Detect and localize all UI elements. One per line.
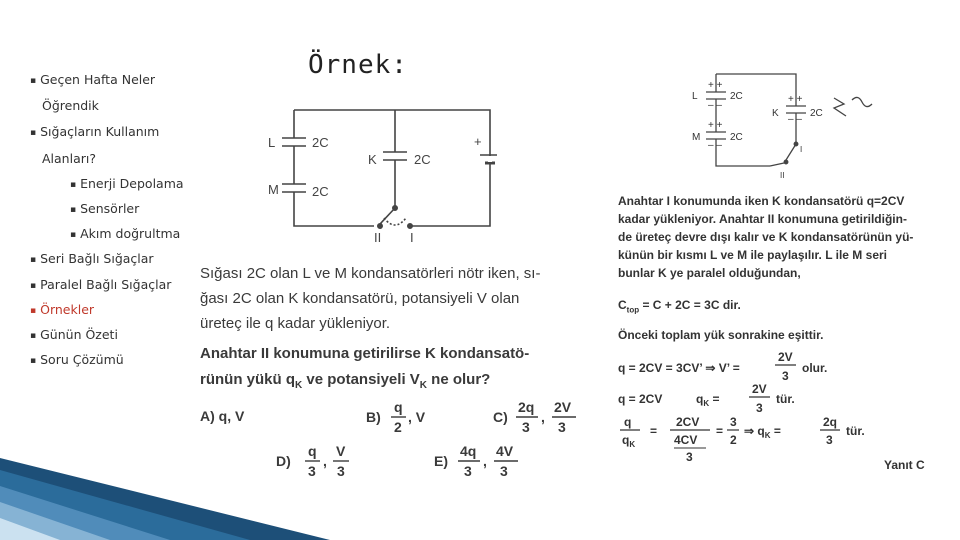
option-d-num1: q <box>308 443 317 459</box>
svg-text:=: = <box>716 424 724 438</box>
svg-text:=: = <box>650 424 658 438</box>
bullet-icon: ▪ <box>30 128 37 138</box>
solution-line: de üreteç devre dışı kalır ve K kondansatörünün yü- <box>618 230 914 244</box>
svg-text:qK: $q_K$ <box>622 433 636 449</box>
option-b-num: q <box>394 399 403 415</box>
menu-item: ▪ Sensörler <box>70 201 140 216</box>
label-M: M <box>268 182 279 197</box>
svg-text:,: , <box>541 409 545 425</box>
label-cap-L: 2C <box>312 135 329 150</box>
main-circuit-diagram <box>262 100 497 245</box>
svg-text:,: , <box>323 453 327 469</box>
option-e-label: E) <box>434 453 448 469</box>
solution-line: Önceki toplam yük sonrakine eşittir. <box>618 328 824 342</box>
option-a: A) q, V <box>200 408 245 424</box>
answer-label: Yanıt C <box>884 458 925 472</box>
option-b-den: 2 <box>394 419 402 435</box>
bullet-icon: ▪ <box>30 306 37 316</box>
svg-text:q = 2CV: q = 2CV <box>618 392 663 406</box>
question-line: üreteç ile q kadar yükleniyor. <box>200 315 391 332</box>
option-d-den2: 3 <box>337 463 345 479</box>
option-d-den1: 3 <box>308 463 316 479</box>
svg-text:qK =: $q_K$ = <box>696 392 720 408</box>
svg-text:2q: 2q <box>823 415 838 429</box>
svg-text:+ +: + + <box>708 120 723 131</box>
menu-item: ▪ Seri Bağlı Sığaçlar <box>30 251 154 266</box>
menu-item: ▪ Geçen Hafta Neler <box>30 72 156 87</box>
option-c-num1: 2q <box>518 399 535 415</box>
svg-text:olur.: olur. <box>802 361 828 375</box>
svg-text:2V: 2V <box>752 382 767 396</box>
solution-ctop: $C_{top} = C + 2C = 3C$ dir. <box>618 298 741 315</box>
solution-line: bunlar K ye paralel olduğundan, <box>618 266 801 280</box>
menu-item: Alanları? <box>42 151 96 166</box>
solution-line: kadar yükleniyor. Anahtar II konumuna getirildiğin- <box>618 212 907 226</box>
option-c-den2: 3 <box>558 419 566 435</box>
question-line: rünün yükü $q_K$ ve potansiyeli $V_K$ ne olur? <box>200 371 491 391</box>
svg-text:4CV: 4CV <box>674 433 698 447</box>
sol-label-c1: 2C <box>730 91 743 102</box>
option-c-num2: 2V <box>554 399 572 415</box>
bullet-icon: ▪ <box>70 180 77 190</box>
menu-item: ▪ Paralel Bağlı Sığaçlar <box>30 277 172 292</box>
menu-item: ▪ Akım doğrultma <box>70 226 181 241</box>
sol-label-II: II <box>780 171 785 180</box>
menu-item: Öğrendik <box>42 98 99 113</box>
label-pos-II: II <box>374 230 382 245</box>
svg-text:2: 2 <box>730 433 737 447</box>
solution-line: künün bir kısmı L ve M ile paylaşılır. L ile M seri <box>618 248 887 262</box>
sol-label-I: I <box>800 145 803 154</box>
label-pos-I: I <box>410 230 414 245</box>
bullet-icon: ▪ <box>70 205 77 215</box>
bullet-icon: ▪ <box>30 281 37 291</box>
svg-text:– –: – – <box>708 100 722 111</box>
menu-item: ▪ Günün Özeti <box>30 327 118 342</box>
option-e-den2: 3 <box>500 463 508 479</box>
option-e-den1: 3 <box>464 463 472 479</box>
option-d-label: D) <box>276 453 291 469</box>
svg-text:3: 3 <box>826 433 833 447</box>
menu-item-active: ▪ Örnekler <box>30 302 95 317</box>
question-line: Anahtar II konumuna getirilirse K kondansatö- <box>200 345 530 362</box>
label-cap-K: 2C <box>414 152 431 167</box>
option-b-v: , V <box>408 409 426 425</box>
battery-plus: + <box>474 134 482 149</box>
solution-line: Anahtar I konumunda iken K kondansatörü q=2CV <box>618 194 905 208</box>
svg-text:– –: – – <box>788 114 802 125</box>
bullet-icon: ▪ <box>30 76 37 86</box>
label-L: L <box>268 135 276 150</box>
sol-label-L: L <box>692 91 698 102</box>
svg-text:3: 3 <box>686 450 693 464</box>
svg-text:q = 2CV = 3CV’ ⇒ V’ =: q = 2CV = 3CV’ ⇒ V’ = <box>618 361 740 375</box>
svg-text:q: q <box>624 415 632 429</box>
svg-text:2V: 2V <box>778 350 793 364</box>
solution-circuit-diagram <box>684 68 884 188</box>
svg-text:,: , <box>483 453 487 469</box>
svg-text:tür.: tür. <box>776 392 795 406</box>
svg-text:3: 3 <box>782 369 789 383</box>
bullet-icon: ▪ <box>30 356 37 366</box>
bullet-icon: ▪ <box>30 255 37 265</box>
option-c-label: C) <box>493 409 508 425</box>
svg-text:2CV: 2CV <box>676 415 700 429</box>
label-cap-M: 2C <box>312 184 329 199</box>
page-title: Örnek: <box>308 50 408 80</box>
svg-text:3: 3 <box>756 401 763 415</box>
sol-label-K: K <box>772 108 779 119</box>
menu-item: ▪ Soru Çözümü <box>30 352 124 367</box>
menu-item: ▪ Sığaçların Kullanım <box>30 124 160 139</box>
option-b-label: B) <box>366 409 381 425</box>
sol-label-c3: 2C <box>810 108 823 119</box>
svg-text:tür.: tür. <box>846 424 865 438</box>
decorative-ribbon <box>0 440 340 540</box>
svg-text:+ +: + + <box>788 94 803 105</box>
svg-text:⇒ qK =: ⇒ $q_K$ = <box>744 424 781 440</box>
option-d-num2: V <box>336 443 346 459</box>
sol-label-c2: 2C <box>730 132 743 143</box>
option-e-num2: 4V <box>496 443 514 459</box>
question-line: ğası 2C olan K kondansatörü, potansiyeli V olan <box>200 290 520 307</box>
svg-text:3: 3 <box>730 415 737 429</box>
option-c-den1: 3 <box>522 419 530 435</box>
menu-item: ▪ Enerji Depolama <box>70 176 184 191</box>
sol-label-M: M <box>692 132 701 143</box>
solution-equations <box>614 348 874 468</box>
label-K: K <box>368 152 377 167</box>
svg-text:– –: – – <box>708 140 722 151</box>
svg-text:+ +: + + <box>708 80 723 91</box>
bullet-icon: ▪ <box>30 331 37 341</box>
question-line: Sığası 2C olan L ve M kondansatörleri nötr iken, sı- <box>200 265 541 282</box>
option-e-num1: 4q <box>460 443 477 459</box>
bullet-icon: ▪ <box>70 230 77 240</box>
